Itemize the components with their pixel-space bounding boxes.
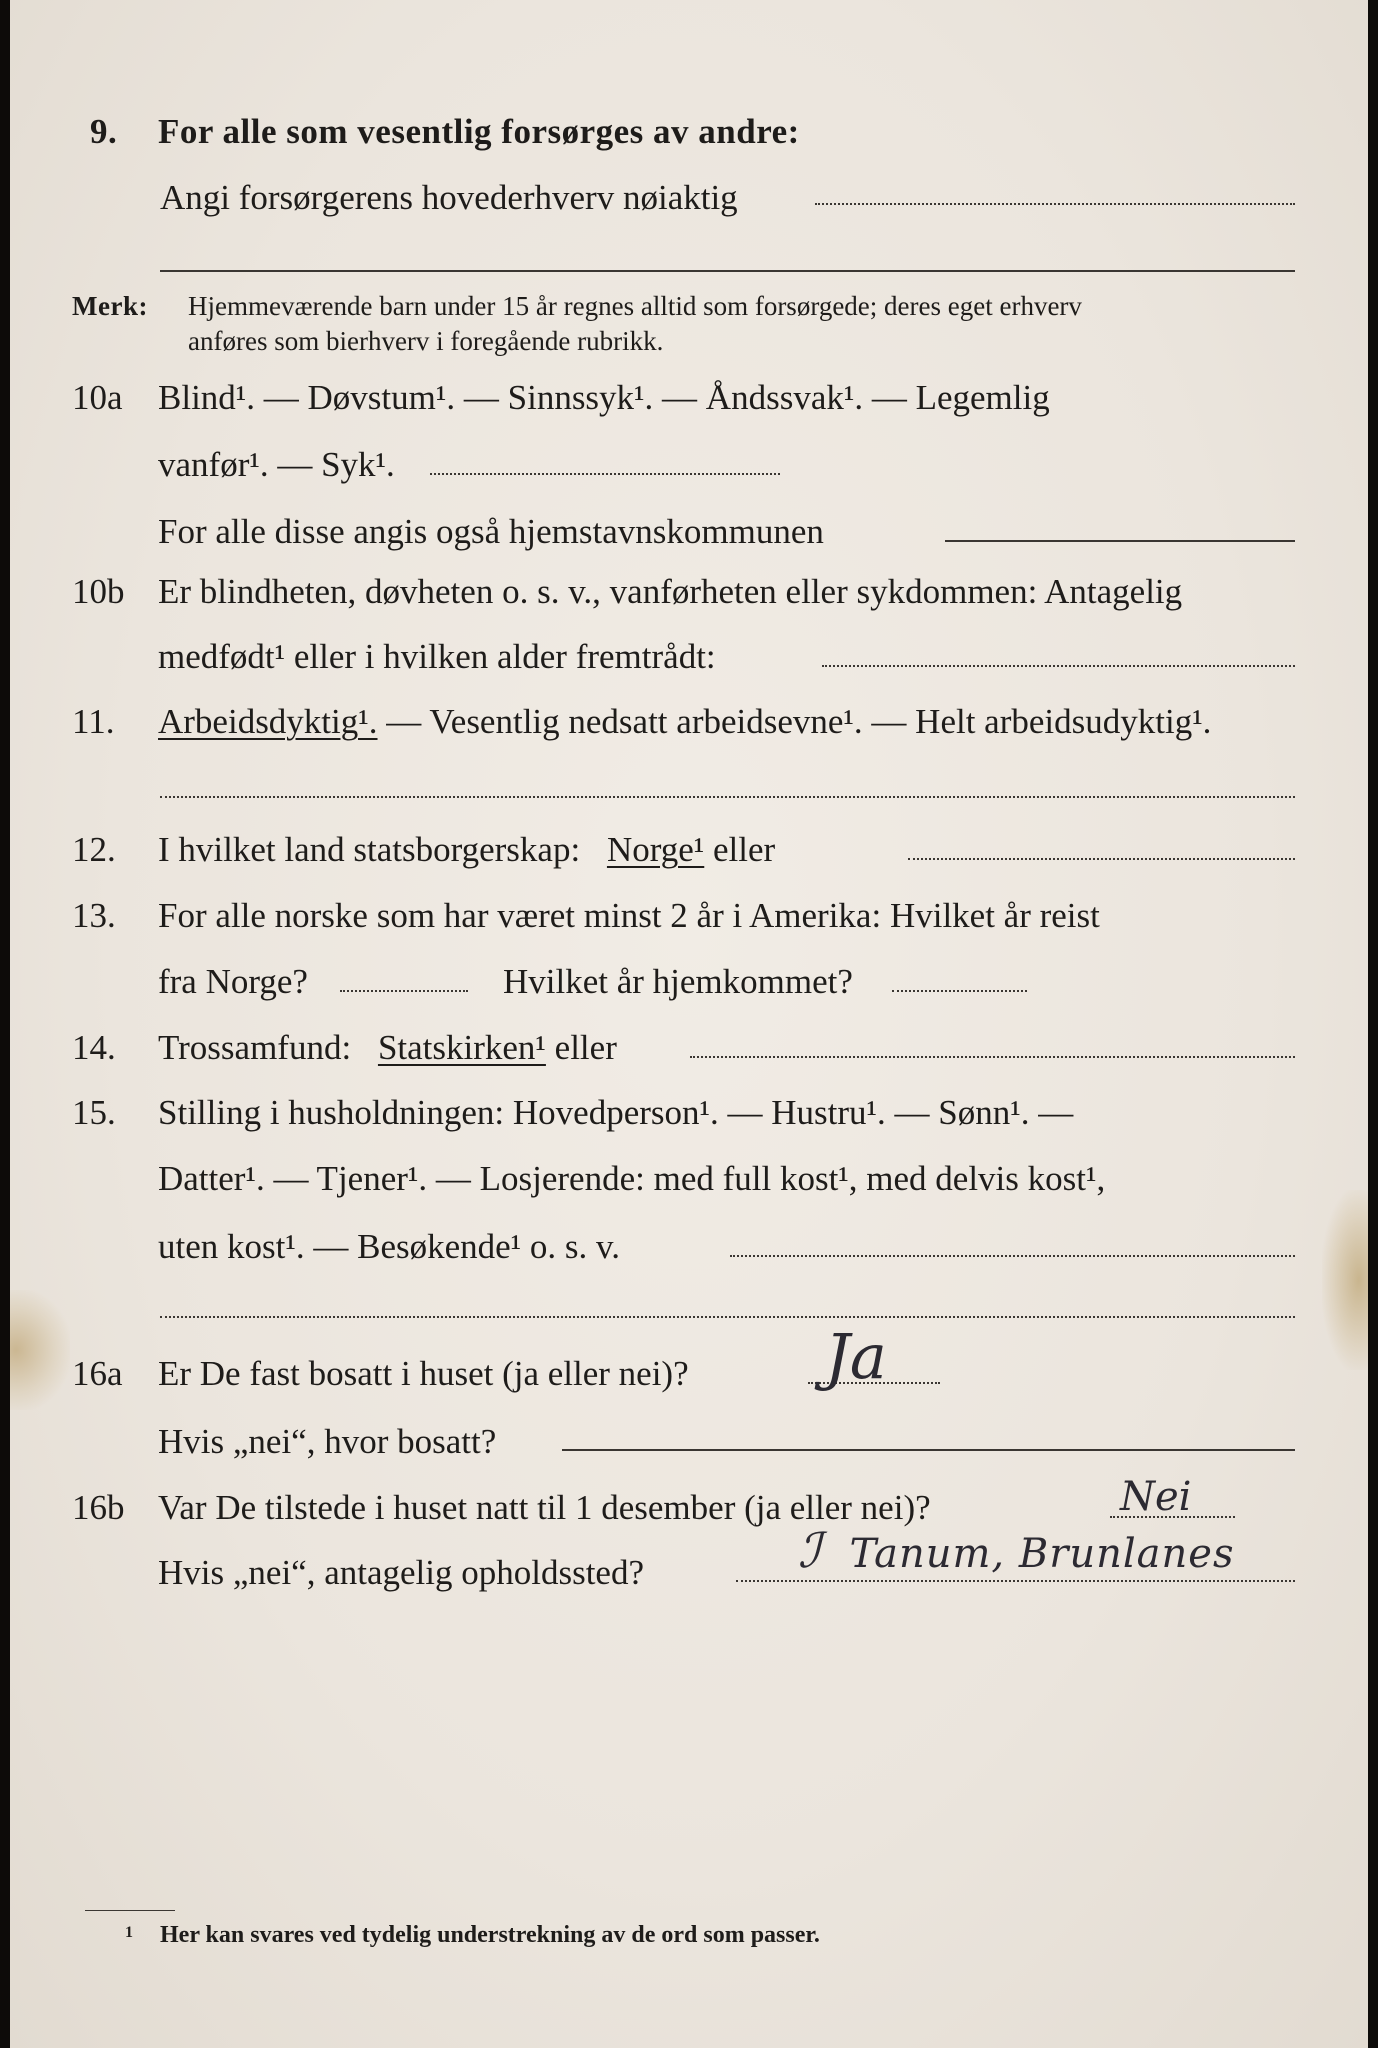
footnote-text: Her kan svares ved tydelig understrekning av de ord som passer.: [160, 1922, 820, 1948]
q9-answer-line: [815, 203, 1295, 205]
census-form-page: [10, 0, 1368, 2048]
q13-number: 13.: [72, 896, 116, 935]
q9-heading: For alle som vesentlig forsørges av andre:: [158, 112, 800, 151]
q16a-answer-line-2: [562, 1449, 1295, 1451]
q11-number: 11.: [72, 702, 115, 741]
q15-answer-line-2: [160, 1316, 1295, 1318]
paper-stain: [1322, 1190, 1368, 1370]
q16b-handwritten-place: ℐ Tanum, Brunlanes: [798, 1523, 1235, 1579]
q16b-answer-line-2: [736, 1580, 1295, 1582]
q16a-line-1: Er De fast bosatt i huset (ja eller nei)?: [158, 1354, 689, 1393]
q12-or: eller: [713, 830, 776, 869]
q14-answer-line: [690, 1056, 1295, 1058]
q12-line: [158, 830, 775, 870]
merk-line-1: Hjemmeværende barn under 15 år regnes alltid som forsørgede; deres eget erhverv: [188, 291, 1082, 321]
q16b-line-2: Hvis „nei“, antagelig opholdssted?: [158, 1553, 644, 1592]
q12-underlined-option: Norge¹: [606, 830, 705, 869]
q9-answer-line-2: [160, 270, 1295, 272]
q12-answer-line: [908, 858, 1295, 860]
q14-number: 14.: [72, 1028, 116, 1067]
q11-underlined-option: Arbeidsdyktig¹.: [158, 702, 378, 741]
q10a-answer-line-2: [945, 540, 1295, 542]
q10a-line-3: For alle disse angis også hjemstavnskommunen: [158, 512, 824, 551]
q12-number: 12.: [72, 830, 116, 869]
q16a-handwritten-answer: Ja: [825, 1320, 887, 1393]
q16b-number: 16b: [72, 1488, 125, 1527]
q9-prompt: Angi forsørgerens hovederhverv nøiaktig: [160, 178, 738, 217]
q14-line: [158, 1028, 617, 1068]
q10b-line-2: medfødt¹ eller i hvilken alder fremtrådt:: [158, 637, 716, 676]
q16b-handwritten-answer: Nei: [1120, 1474, 1192, 1520]
q15-line-1: Stilling i husholdningen: Hovedperson¹. — Hustru¹. — Sønn¹. —: [158, 1093, 1074, 1132]
q16b-line-1: Var De tilstede i huset natt til 1 desember (ja eller nei)?: [158, 1488, 931, 1527]
footnote-mark: 1: [125, 1924, 133, 1941]
q15-number: 15.: [72, 1093, 116, 1132]
merk-label: Merk:: [72, 291, 148, 321]
q10a-answer-line: [430, 473, 780, 475]
q10a-line-1: Blind¹. — Døvstum¹. — Sinnssyk¹. — Åndssvak¹. — Legemlig: [158, 378, 1050, 417]
q14-prompt: Trossamfund:: [158, 1028, 352, 1067]
paper-stain: [10, 1290, 70, 1410]
q10a-line-2: vanfør¹. — Syk¹.: [158, 445, 395, 484]
q9-number: 9.: [90, 112, 118, 151]
q13-year-left-line: [340, 990, 468, 992]
q12-prompt: I hvilket land statsborgerskap:: [158, 830, 581, 869]
q10b-line-1: Er blindheten, døvheten o. s. v., vanførheten eller sykdommen: Antagelig: [158, 572, 1183, 611]
q11-line: [158, 702, 1211, 742]
q10b-number: 10b: [72, 572, 125, 611]
q13-line-2b: Hvilket år hjemkommet?: [503, 962, 853, 1001]
q14-or: eller: [554, 1028, 617, 1067]
q16a-number: 16a: [72, 1354, 123, 1393]
q13-year-returned-line: [892, 990, 1027, 992]
q11-answer-line: [160, 796, 1295, 798]
q15-line-2: Datter¹. — Tjener¹. — Losjerende: med full kost¹, med delvis kost¹,: [158, 1159, 1106, 1198]
q15-line-3: uten kost¹. — Besøkende¹ o. s. v.: [158, 1227, 621, 1266]
merk-line-2: anføres som bierhverv i foregående rubrikk.: [188, 326, 664, 356]
q14-underlined-option: Statskirken¹: [377, 1028, 546, 1067]
footnote-separator: [85, 1910, 175, 1911]
q13-line-1: For alle norske som har været minst 2 år i Amerika: Hvilket år reist: [158, 896, 1100, 935]
q11-other-options: — Vesentlig nedsatt arbeidsevne¹. — Helt arbeidsudyktig¹.: [386, 702, 1212, 741]
q10b-answer-line: [822, 665, 1295, 667]
q15-answer-line: [730, 1255, 1295, 1257]
q10a-number: 10a: [72, 378, 123, 417]
q16a-line-2: Hvis „nei“, hvor bosatt?: [158, 1422, 497, 1461]
q13-line-2a: fra Norge?: [158, 962, 308, 1001]
